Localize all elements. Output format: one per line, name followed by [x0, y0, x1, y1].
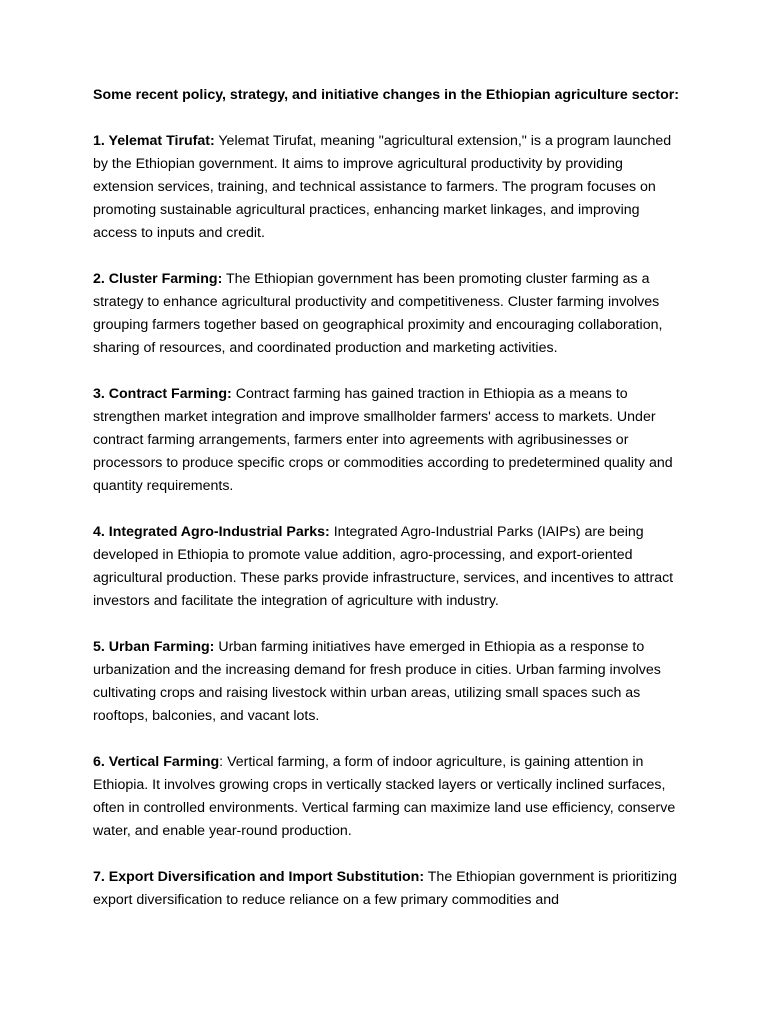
section-urban-farming [93, 636, 683, 728]
section-heading: 2. Cluster Farming: [93, 271, 223, 287]
section-heading: 3. Contract Farming: [93, 386, 232, 402]
section-heading: 5. Urban Farming: [93, 639, 215, 655]
section-body: Vertical farming, a form of indoor agriculture, is gaining attention in Ethiopia. It involves growing crops in vertically stacked layers or vertically inclined surfaces, often in controlled environments. Vertical farming can maximize land use efficiency, conserve water, and enable year-round production. [93, 754, 676, 839]
section-body: Yelemat Tirufat, meaning "agricultural extension," is a program launched by the Ethiopian government. It aims to improve agricultural productivity by providing extension services, training, and technical assistance to farmers. The program focuses on promoting sustainable agricultural practices, enhancing market linkages, and improving access to inputs and credit. [93, 133, 672, 241]
section-body: Contract farming has gained traction in Ethiopia as a means to strengthen market integration and improve smallholder farmers' access to markets. Under contract farming arrangements, farmers enter into agreements with agribusinesses or processors to produce specific crops or commodities according to predetermined quality and quantity requirements. [93, 386, 673, 494]
section-vertical-farming [93, 751, 683, 843]
document-title: Some recent policy, strategy, and initiative changes in the Ethiopian agriculture sector: [93, 87, 680, 103]
section-heading: 4. Integrated Agro-Industrial Parks: [93, 524, 330, 540]
section-body: The Ethiopian government is prioritizing export diversification to reduce reliance on a few primary commodities and [93, 869, 677, 908]
section-agro-industrial-parks [93, 521, 683, 613]
section-body: The Ethiopian government has been promoting cluster farming as a strategy to enhance agricultural productivity and competitiveness. Cluster farming involves grouping farmers together based on geographical proximity and encouraging collaboration, sharing of resources, and coordinated production and marketing activities. [93, 271, 663, 356]
section-heading: 6. Vertical Farming [93, 754, 220, 770]
section-heading: 1. Yelemat Tirufat: [93, 133, 215, 149]
section-body: Integrated Agro-Industrial Parks (IAIPs) are being developed in Ethiopia to promote value addition, agro-processing, and export-oriented agricultural production. These parks provide infrastructure, services, and incentives to attract investors and facilitate the integration of agriculture with industry. [93, 524, 674, 609]
document-body [93, 84, 683, 935]
section-cluster-farming [93, 268, 683, 360]
section-yelemat-tirufat [93, 130, 683, 245]
section-export-diversification [93, 866, 683, 912]
section-contract-farming [93, 383, 683, 498]
section-heading: 7. Export Diversification and Import Substitution: [93, 869, 425, 885]
section-separator: : [219, 754, 228, 770]
section-body: Urban farming initiatives have emerged in Ethiopia as a response to urbanization and the increasing demand for fresh produce in cities. Urban farming involves cultivating crops and raising livestock within urban areas, utilizing small spaces such as rooftops, balconies, and vacant lots. [93, 639, 661, 724]
